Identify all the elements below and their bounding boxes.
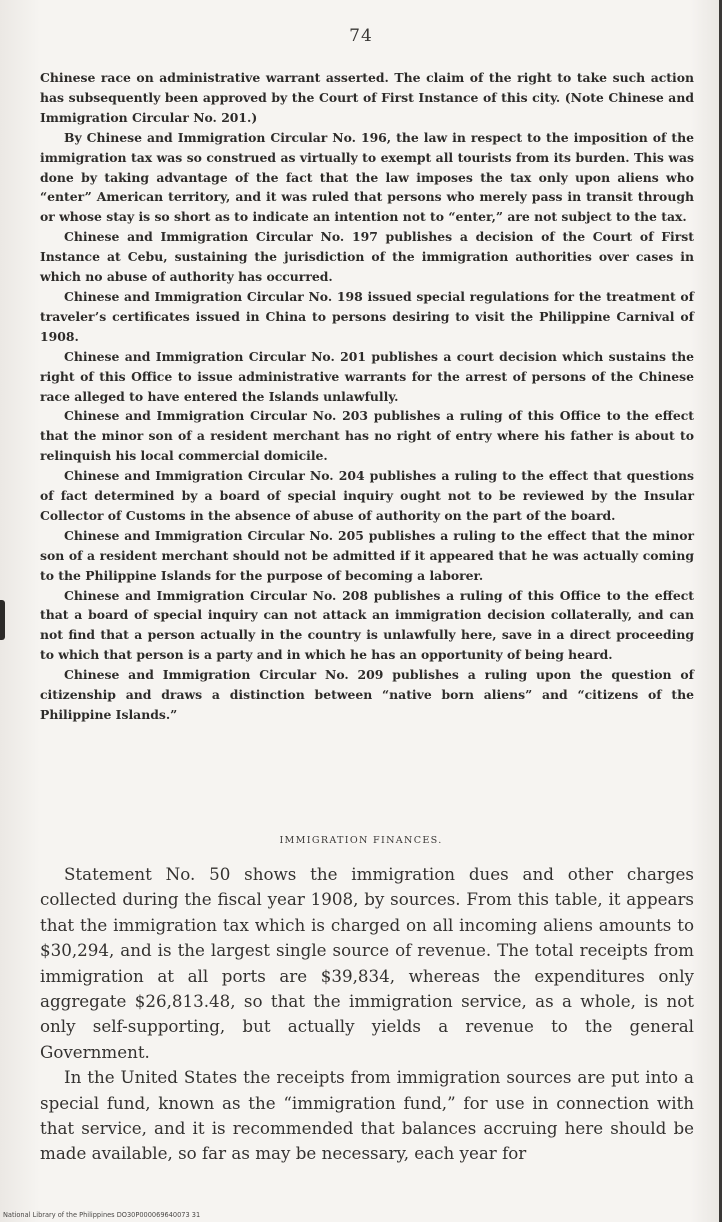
paragraph-10: Chinese and Immigration Circular No. 209 publishes a ruling upon the question of citizenship and draws a distinction between “native born aliens” and “citizens of the Philippine Islands.” <box>40 667 694 722</box>
paragraph-7: Chinese and Immigration Circular No. 204 publishes a ruling to the effect that questions of fact determined by a board of special inquiry ought not to be reviewed by the Insular Collector of Customs in the absence of abuse of authority on the part of the board. <box>40 468 694 523</box>
scan-footer: National Library of the Philippines DO30P000069640073 31 <box>3 1211 201 1219</box>
circulars-text-block <box>40 68 694 725</box>
paragraph-8: Chinese and Immigration Circular No. 205 publishes a ruling to the effect that the minor son of a resident merchant should not be admitted if it appeared that he was actually coming to the Philippine Islands for the purpose of becoming a laborer. <box>40 527 694 583</box>
paragraph-4: Chinese and Immigration Circular No. 198 issued special regulations for the treatment of traveler’s certificates issued in China to persons desiring to visit the Philippine Carnival of 1908. <box>40 288 694 344</box>
finances-text-block <box>40 862 694 1167</box>
paragraph-3: Chinese and Immigration Circular No. 197 publishes a decision of the Court of First Instance at Cebu, sustaining the jurisdiction of the immigration authorities over cases in which no abuse of authority has occurred. <box>40 229 694 285</box>
page-edge-shadow-left <box>0 600 5 640</box>
paragraph-finances-1: Statement No. 50 shows the immigration dues and other charges collected during the fiscal year 1908, by sources. From this table, it appears that the immigration tax which is charged on all incoming aliens amounts to $30,294, and is the largest single source of revenue. The total receipts from immigration at all ports are $39,834, whereas the expenditures only aggregate $26,813.48, so that the immigration service, as a whole, is not only self-supporting, but actually yields a revenue to the general Government. <box>40 864 694 1062</box>
page-number: 74 <box>349 26 373 46</box>
section-heading: IMMIGRATION FINANCES. <box>279 835 443 846</box>
paragraph-1: Chinese race on administrative warrant asserted. The claim of the right to take such action has subsequently been approved by the Court of First Instance of this city. (Note Chinese and Immigration Circular No. 201.) <box>40 70 694 125</box>
paragraph-5: Chinese and Immigration Circular No. 201 publishes a court decision which sustains the right of this Office to issue administrative warrants for the arrest of persons of the Chinese race alleged to have entered the Islands unlawfully. <box>40 348 694 404</box>
paragraph-2: By Chinese and Immigration Circular No. 196, the law in respect to the imposition of the immigration tax was so construed as virtually to exempt all tourists from its burden. This was done by taking advantage of the fact that the law imposes the tax only upon aliens who “enter” American territory, and it was ruled that persons who merely pass in transit through or whose stay is so short as to indicate an intention not to “enter,” are not subject to the tax. <box>40 129 694 225</box>
paragraph-9: Chinese and Immigration Circular No. 208 publishes a ruling of this Office to the effect that a board of special inquiry can not attack an immigration decision collaterally, and can not find that a person actually in the country is unlawfully here, save in a direct proceeding to which that person is a party and in which he has an opportunity of being heard. <box>40 587 694 663</box>
paragraph-finances-2: In the United States the receipts from immigration sources are put into a special fund, known as the “immigration fund,” for use in connection with that service, and it is recommended that balances accruing here should be made available, so far as may be necessary, each year for <box>40 1067 694 1164</box>
paragraph-6: Chinese and Immigration Circular No. 203 publishes a ruling of this Office to the effect that the minor son of a resident merchant has no right of entry where his father is about to relinquish his local commercial domicile. <box>40 408 694 464</box>
